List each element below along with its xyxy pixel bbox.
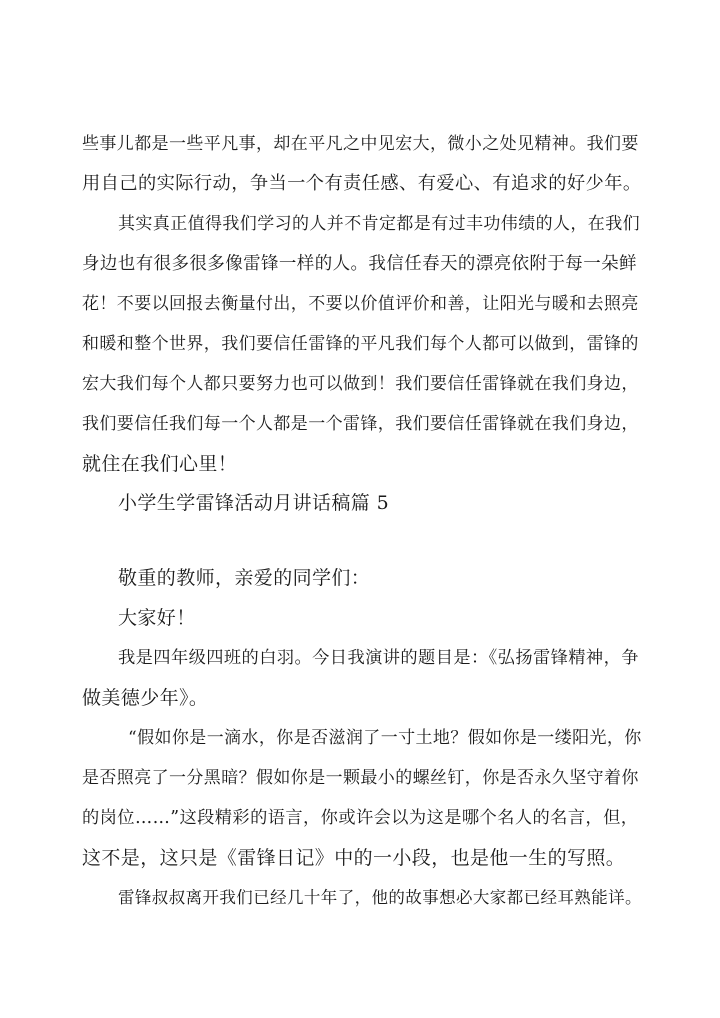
text-line-1: 些事儿都是一些平凡事，却在平凡之中见宏大，微小之处见精神。我们要 [82, 134, 639, 154]
text-line-9: 就住在我们心里！ [82, 453, 238, 475]
text-line-18: 这不是，这只是《雷锋日记》中的一小段，也是他一生的写照。 [82, 847, 626, 869]
section-heading: 小学生学雷锋活动月讲话稿篇 5 [118, 492, 390, 514]
text-line-6: 和暖和整个世界，我们要信任雷锋的平凡我们每个人都可以做到，雷锋的 [82, 334, 639, 354]
text-line-13: 我是四年级四班的白羽。今日我演讲的题目是：《弘扬雷锋精神，争 [118, 648, 639, 668]
text-line-15: “假如你是一滴水，你是否滋润了一寸土地？假如你是一缕阳光，你 [128, 728, 642, 748]
greeting-line: 敬重的教师，亲爱的同学们： [118, 567, 371, 589]
hello-line: 大家好！ [118, 607, 196, 629]
text-line-19: 雷锋叔叔离开我们已经几十年了，他的故事想必大家都已经耳熟能详。 [118, 888, 642, 907]
text-line-14: 做美德少年》。 [82, 687, 209, 709]
text-line-5: 花！不要以回报去衡量付出，不要以价值评价和善，让阳光与暖和去照亮 [82, 294, 639, 314]
text-line-16: 是否照亮了一分黑暗？假如你是一颗最小的螺丝钉，你是否永久坚守着你 [82, 768, 639, 788]
text-line-2: 用自己的实际行动，争当一个有责任感、有爱心、有追求的好少年。 [82, 173, 642, 194]
text-line-17: 的岗位……”这段精彩的语言，你或许会以为这是哪个名人的名言，但， [82, 808, 639, 828]
text-line-4: 身边也有很多很多像雷锋一样的人。我信任春天的漂亮依附于每一朵鲜 [82, 254, 637, 274]
text-line-3: 其实真正值得我们学习的人并不肯定都是有过丰功伟绩的人，在我们 [118, 214, 640, 234]
text-line-8: 我们要信任我们每一个人都是一个雷锋，我们要信任雷锋就在我们身边， [82, 414, 639, 434]
text-line-7: 宏大我们每个人都只要努力也可以做到！我们要信任雷锋就在我们身边， [82, 374, 639, 394]
